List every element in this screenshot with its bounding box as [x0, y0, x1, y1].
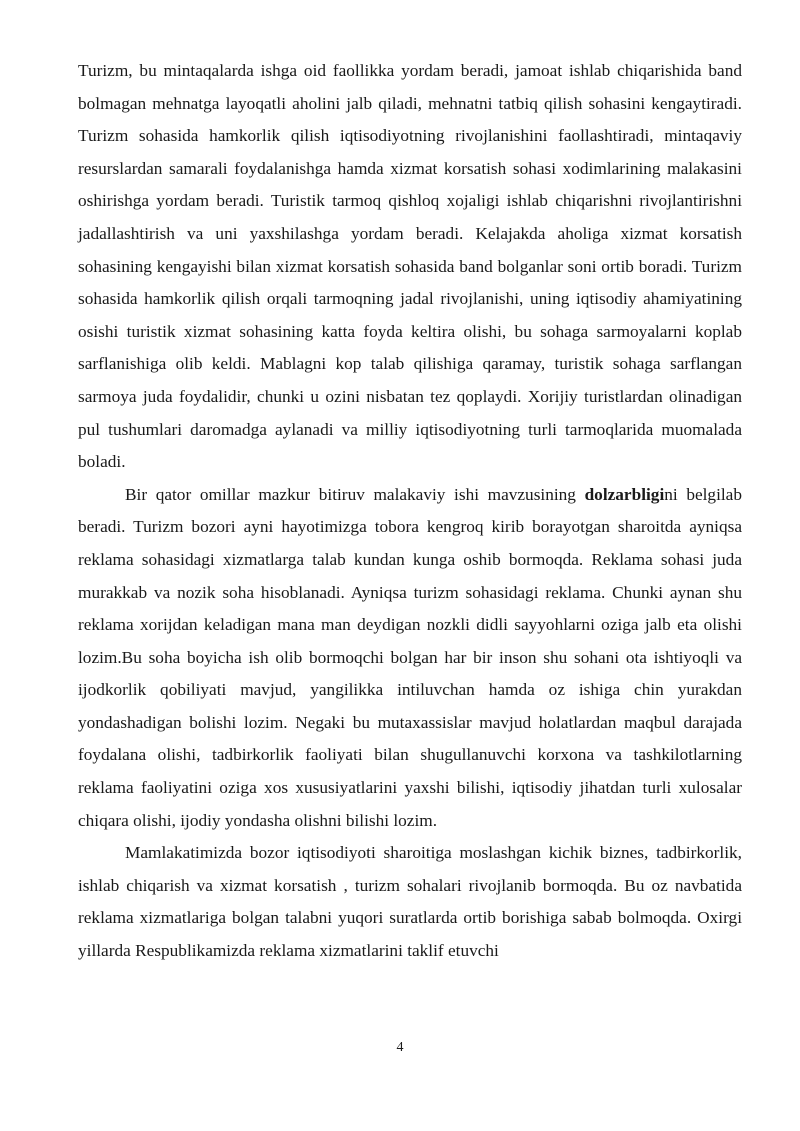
keyword-dolzarbligi: dolzarbligi: [584, 484, 665, 504]
body-paragraph-2: [78, 479, 742, 838]
body-paragraph-3: Mamlakatimizda bozor iqtisodiyoti sharoitiga moslashgan kichik biznes, tadbirkorlik, ishlab chiqarish va xizmat korsatish , turizm sohalari rivojlanib bormoqda. Bu oz navbatida reklama xizmatlariga bolgan talabni yuqori suratlarda ortib borishiga sabab bolmoqda. Oxirgi yillarda Respublikamizda reklama xizmatlarini taklif etuvchi: [78, 843, 742, 961]
paragraph-2-text-start: Bir qator omillar mazkur bitiruv malakaviy ishi mavzusining: [125, 484, 585, 504]
page-number: 4: [396, 1040, 404, 1055]
document-page: [78, 55, 742, 968]
paragraph-2-text-end: ni belgilab beradi. Turizm bozori ayni hayotimizga tobora kengroq kirib borayotgan sharoitda ayniqsa reklama sohasidagi xizmatlarga talab kundan kunga oshib bormoqda. Reklama sohasi juda murakkab va nozik soha hisoblanadi. Ayniqsa turizm sohasidagi reklama. Chunki aynan shu reklama xorijdan keladigan mana man deydigan nozkli didli sayyohlarni oziga jalb eta olishi lozim.Bu soha boyicha ish olib bormoqchi bolgan har bir inson shu sohani ota ishtiyoqli va ijodkorlik qobiliyati mavjud, yangilikka intiluvchan hamda oz ishiga chin yurakdan yondashadigan bolishi lozim. Negaki bu mutaxassislar mavjud holatlardan maqbul darajada foydalana olishi, tadbirkorlik faoliyati bilan shugullanuvchi korxona va tashkilotlarning reklama faoliyatini oziga xos xususiyatlarini yaxshi bilishi, iqtisodiy jihatdan turli xulosalar chiqara olishi, ijodiy yondasha olishni bilishi lozim.: [78, 484, 742, 830]
body-paragraph-1: Turizm, bu mintaqalarda ishga oid faollikka yordam beradi, jamoat ishlab chiqarishida band bolmagan mehnatga layoqatli aholini jalb qiladi, mehnatni tatbiq qilish sohasini kengaytiradi. Turizm sohasida hamkorlik qilish iqtisodiyotning rivojlanishini faollashtiradi, mintaqaviy resurslardan samarali foydalanishga hamda xizmat korsatish sohasi xodimlarining malakasini oshirishga yordam beradi. Turistik tarmoq qishloq xojaligi ishlab chiqarishni rivojlantirishni jadallashtirish va uni yaxshilashga yordam beradi. Kelajakda aholiga xizmat korsatish sohasining kengayishi bilan xizmat korsatish sohasida band bolganlar soni ortib boradi. Turizm sohasida hamkorlik qilish orqali tarmoqning jadal rivojlanishi, uning iqtisodiy ahamiyatining osishi turistik xizmat sohasining katta foyda keltira olishi, bu sohaga sarmoyalarni koplab sarflanishiga olib keldi. Mablagni kop talab qilishiga qaramay, turistik sohaga sarflangan sarmoya juda foydalidir, chunki u ozini nisbatan tez qoplaydi. Xorijiy turistlardan olinadigan pul tushumlari daromadga aylanadi va milliy iqtisodiyotning turli tarmoqlarida muomalada boladi.: [78, 61, 742, 472]
